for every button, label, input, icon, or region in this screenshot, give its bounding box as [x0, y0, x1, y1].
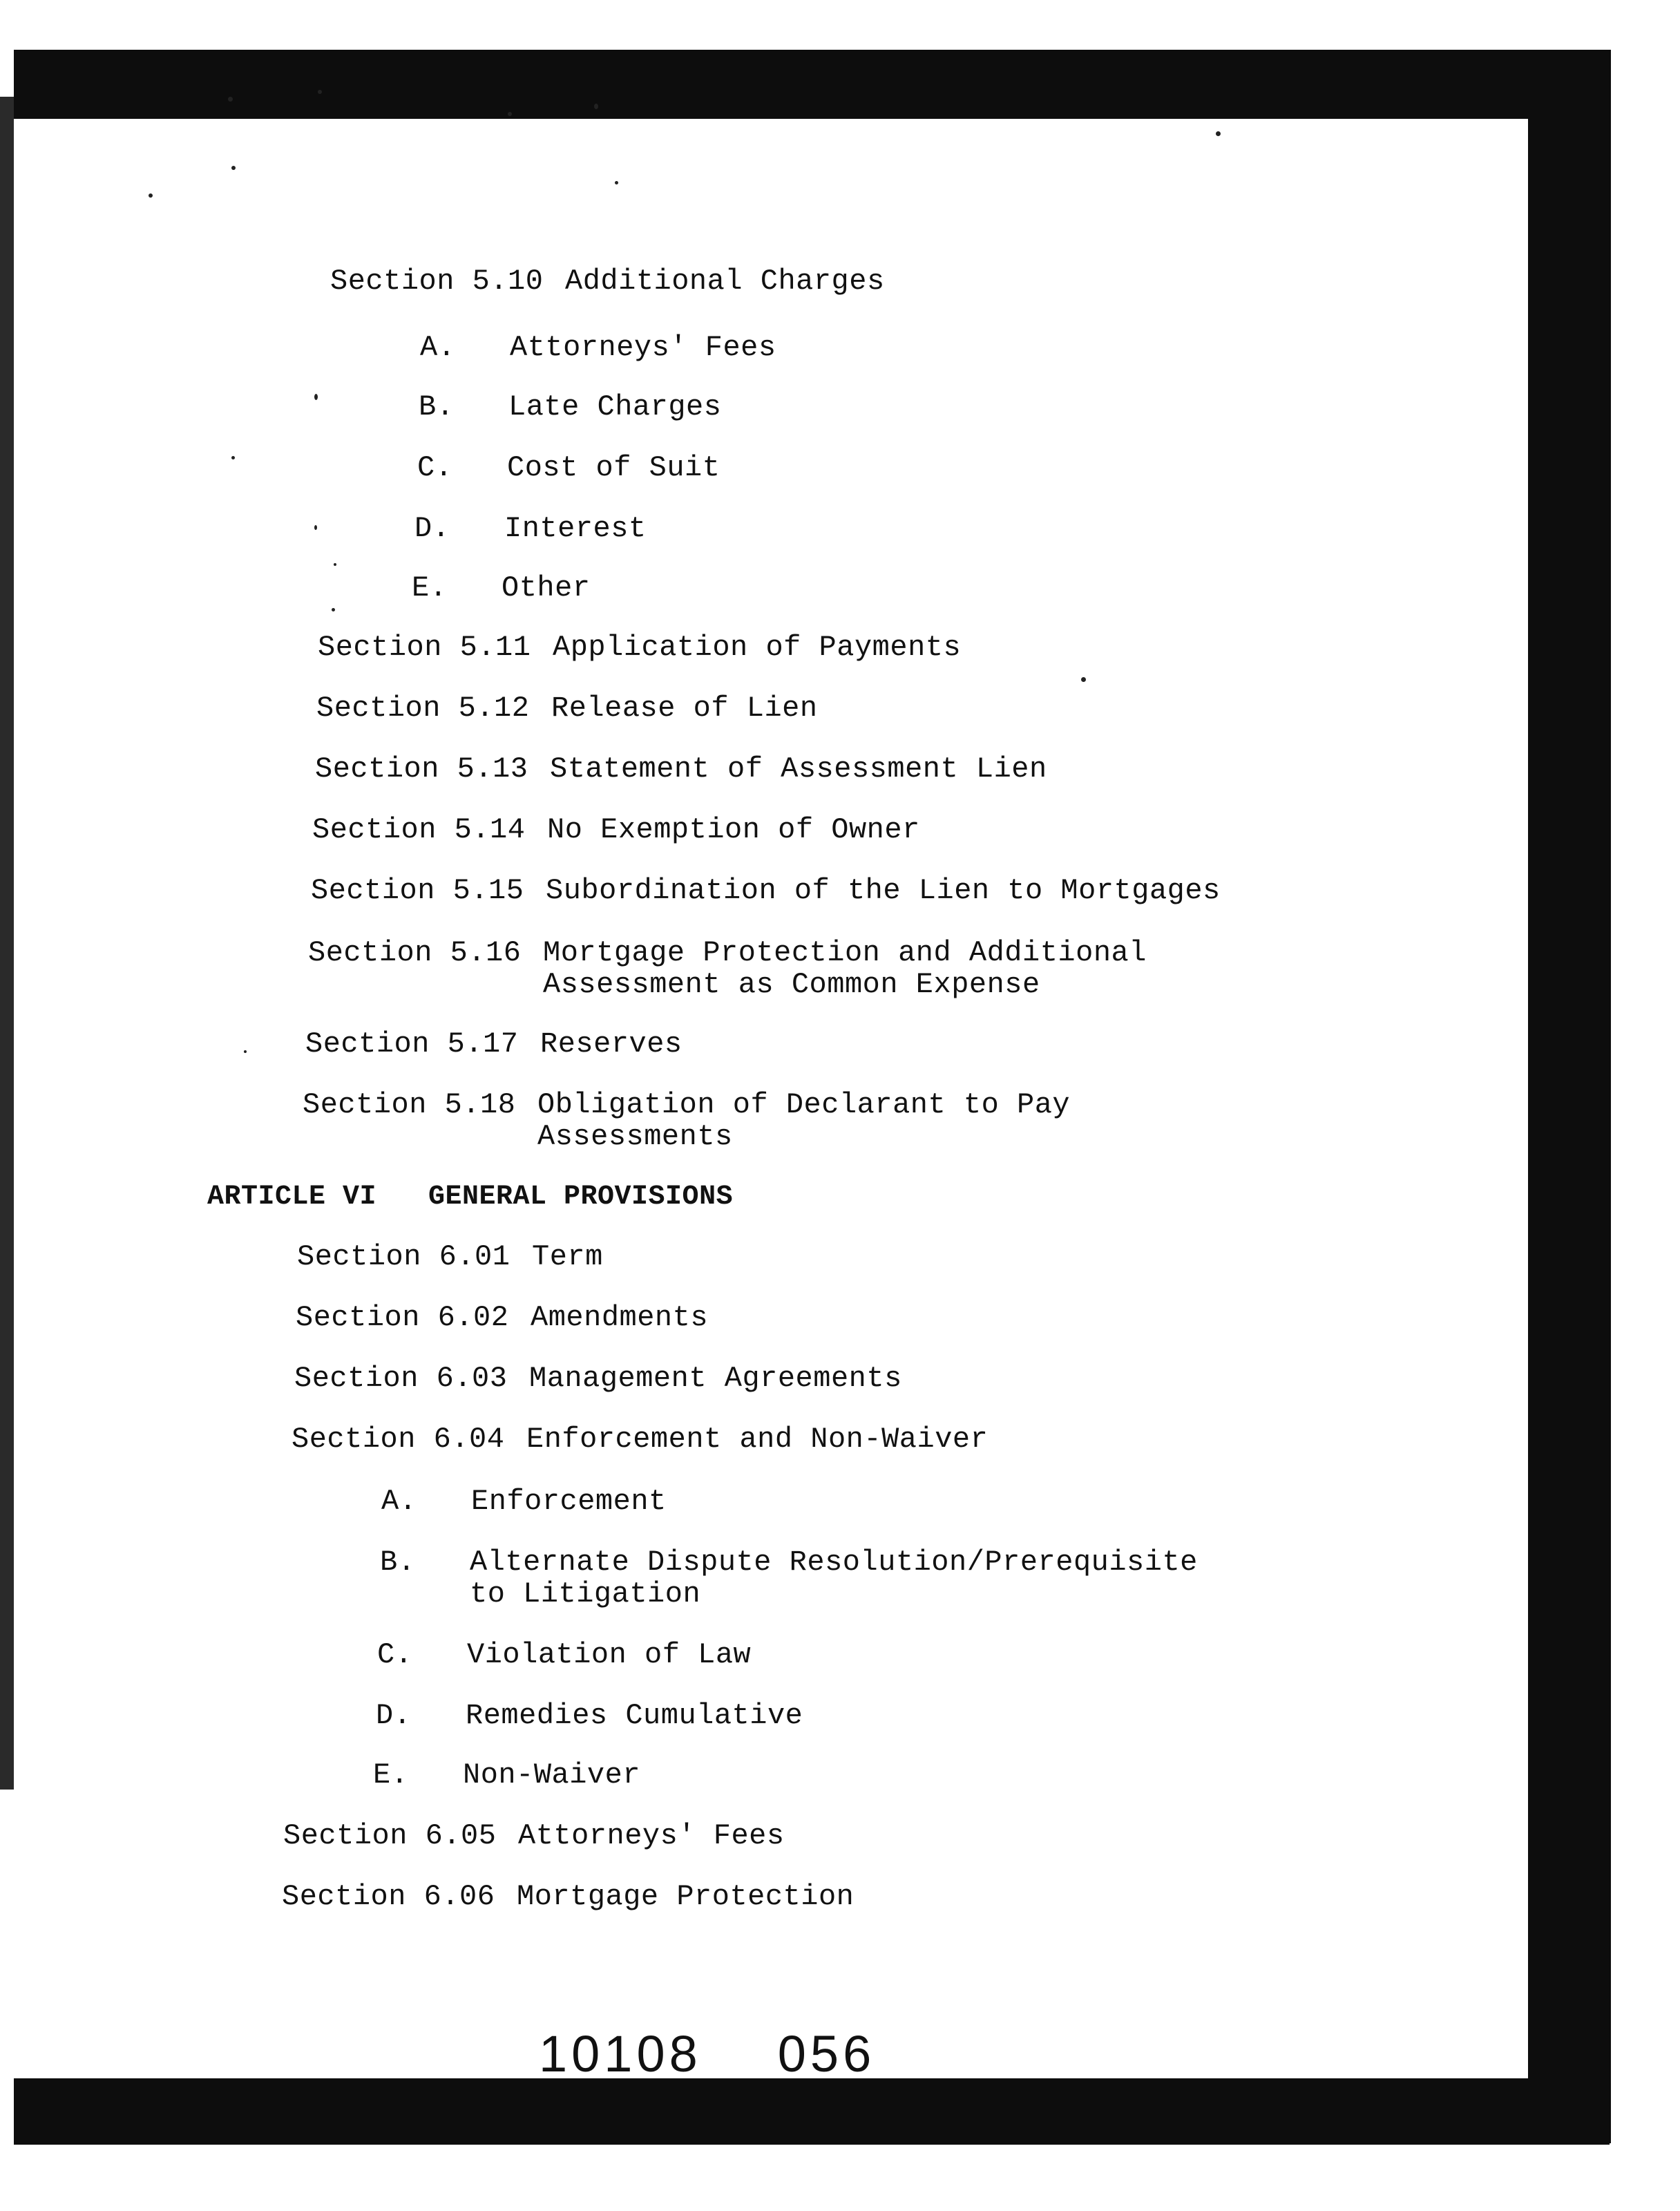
toc-entry [330, 265, 885, 297]
section-title: Reserves [540, 1027, 682, 1061]
scan-left-strip [0, 97, 14, 1790]
section-number: Section 5.18 [303, 1088, 516, 1121]
subsection-letter: B. [380, 1546, 416, 1579]
section-title: No Exemption of Owner [547, 813, 920, 846]
subsection-letter: D. [376, 1699, 412, 1732]
subsection-title: Attorneys' Fees [510, 331, 776, 364]
book-number: 10108 [539, 2025, 702, 2082]
scan-speck [508, 112, 512, 116]
toc-subentry [380, 1546, 1198, 1610]
subsection-letter: A. [381, 1485, 417, 1518]
subsection-title: Enforcement [471, 1485, 667, 1518]
section-number: Section 5.16 [308, 936, 522, 969]
subsection-title: Late Charges [508, 390, 722, 424]
section-number: Section 6.05 [283, 1819, 497, 1852]
toc-entry [315, 753, 1047, 785]
section-title: Enforcement and Non-Waiver [526, 1423, 989, 1456]
section-number: Section 6.02 [296, 1301, 509, 1334]
toc-entry [283, 1820, 785, 1852]
subsection-letter: C. [417, 451, 453, 484]
section-title: Mortgage Protection [517, 1880, 855, 1913]
subsection-letter: B. [419, 390, 455, 424]
section-number: Section 5.14 [312, 813, 526, 846]
subsection-title: Non-Waiver [463, 1758, 641, 1792]
subsection-title: Cost of Suit [507, 451, 720, 484]
toc-subentry [376, 1700, 803, 1731]
article-heading [207, 1182, 733, 1213]
section-title: Statement of Assessment Lien [550, 752, 1047, 786]
section-number: Section 5.17 [305, 1027, 519, 1061]
toc-entry [297, 1241, 603, 1273]
toc-entry [316, 692, 818, 724]
scan-right-border [1528, 50, 1611, 2143]
subsection-title: Interest [504, 512, 647, 545]
toc-entry [312, 814, 920, 846]
subsection-letter: E. [412, 571, 448, 605]
scan-top-border [14, 50, 1610, 119]
scan-speck [228, 97, 233, 102]
scan-speck [318, 90, 322, 94]
toc-entry [282, 1881, 854, 1913]
scan-speck [1216, 131, 1221, 136]
scan-speck [231, 456, 235, 459]
subsection-letter: D. [414, 512, 450, 545]
subsection-title: Alternate Dispute Resolution/Prerequisite to Litigation [470, 1546, 1198, 1611]
scan-speck [1081, 677, 1086, 682]
scan-bottom-border [14, 2078, 1610, 2145]
article-title: GENERAL PROVISIONS [428, 1182, 734, 1213]
section-title: Application of Payments [553, 631, 962, 664]
scan-speck [594, 104, 598, 109]
toc-entry [305, 1028, 682, 1060]
toc-entry [294, 1363, 902, 1394]
toc-subentry [412, 572, 591, 604]
toc-entry [308, 937, 1147, 1000]
toc-subentry [419, 391, 721, 423]
toc-entry [296, 1302, 708, 1334]
section-title: Attorneys' Fees [518, 1819, 785, 1852]
scan-speck [314, 525, 317, 530]
section-number: Section 6.03 [294, 1362, 508, 1395]
section-title: Term [532, 1240, 603, 1273]
scan-speck [149, 193, 153, 198]
subsection-letter: E. [373, 1758, 409, 1792]
toc-subentry [381, 1486, 667, 1517]
section-title: Management Agreements [529, 1362, 902, 1395]
subsection-title: Violation of Law [467, 1638, 752, 1671]
subsection-letter: A. [420, 331, 456, 364]
section-title: Subordination of the Lien to Mortgages [546, 874, 1221, 907]
scan-speck [314, 394, 318, 400]
toc-subentry [377, 1639, 751, 1671]
section-number: Section 5.10 [330, 265, 544, 298]
section-number: Section 5.13 [315, 752, 528, 786]
toc-entry [311, 875, 1221, 907]
article-number: ARTICLE VI [207, 1182, 377, 1213]
toc-subentry [420, 332, 776, 363]
section-title: Amendments [531, 1301, 709, 1334]
subsection-letter: C. [377, 1638, 413, 1671]
section-title: Mortgage Protection and Additional Assessment as Common Expense [543, 936, 1147, 1001]
section-title: Obligation of Declarant to Pay Assessments [537, 1088, 1071, 1153]
scan-speck [615, 181, 618, 184]
toc-entry [303, 1089, 1070, 1152]
scan-speck [244, 1050, 247, 1053]
subsection-title: Remedies Cumulative [466, 1699, 803, 1732]
toc-subentry [417, 452, 720, 484]
scan-speck [231, 166, 236, 170]
toc-entry [318, 632, 961, 663]
section-number: Section 6.04 [292, 1423, 505, 1456]
scan-speck [334, 563, 336, 566]
toc-entry [292, 1423, 988, 1455]
section-title: Release of Lien [551, 692, 818, 725]
recording-number [539, 2024, 951, 2083]
section-number: Section 5.12 [316, 692, 530, 725]
toc-subentry [373, 1759, 640, 1791]
section-title: Additional Charges [565, 265, 885, 298]
section-number: Section 6.06 [282, 1880, 495, 1913]
scan-speck [332, 608, 335, 611]
subsection-title: Other [502, 571, 591, 605]
section-number: Section 5.11 [318, 631, 531, 664]
section-number: Section 6.01 [297, 1240, 510, 1273]
section-number: Section 5.15 [311, 874, 524, 907]
page-number: 056 [777, 2025, 876, 2082]
toc-subentry [414, 513, 647, 544]
